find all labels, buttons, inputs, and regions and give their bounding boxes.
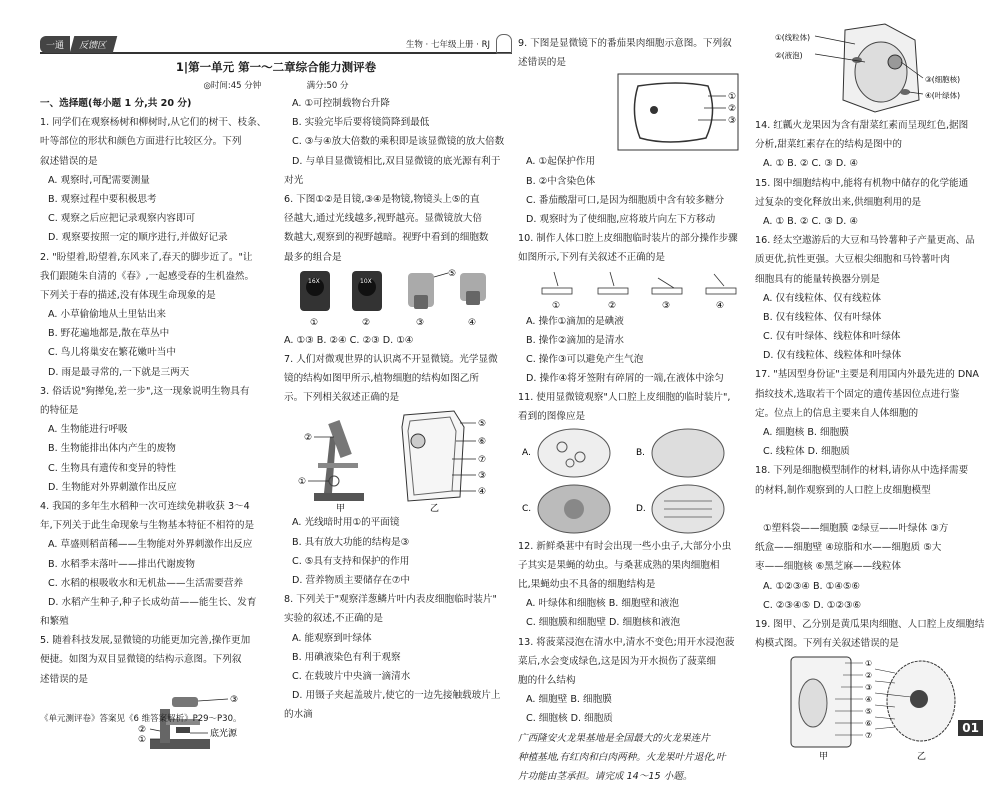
fig7-yi: 乙	[430, 503, 439, 514]
column-4	[755, 0, 987, 744]
lens-label-3: ③	[416, 318, 424, 328]
text-line: C. 鸟儿将巢安在繁花嫩叶当中	[40, 343, 272, 362]
text-line: 7. 人们对微观世界的认识离不开显微镜。光学显微	[284, 350, 510, 369]
microscope-view-options-figure	[518, 427, 750, 537]
text-line: 菜后,水会变成绿色,这是因为开水损伤了菠菜细	[518, 652, 750, 671]
header-subject: 生物 · 七年级上册 · RJ	[406, 38, 490, 50]
text-line: A. ①②③④ B. ①④⑤⑥	[755, 577, 987, 596]
text-line: 构模式图。下列有关叙述错误的是	[755, 634, 987, 653]
column-2	[284, 0, 510, 744]
text-line: C. 观察之后应把记录观察内容即可	[40, 209, 272, 228]
text-line: ①塑料袋——细胞膜 ②绿豆——叶绿体 ③方	[755, 519, 987, 538]
text-line: 分析,甜菜红素存在的结构是图中的	[755, 135, 987, 154]
text-line	[755, 500, 987, 519]
text-line: A. ① B. ② C. ③ D. ④	[755, 154, 987, 173]
fig14-label-1: ①(线粒体)	[775, 32, 810, 42]
text-line: 径越大,通过光线越多,视野越亮。显微镜放大倍	[284, 209, 510, 228]
text-line: B. 仅有线粒体、仅有叶绿体	[755, 308, 987, 327]
text-line: 数越大,观察到的视野越暗。视野中看到的细胞数	[284, 228, 510, 247]
text-line: 的水滴	[284, 705, 510, 724]
text-line: B. 实验完毕后要将镜筒降到最低	[284, 113, 510, 132]
text-line: 便捷。如图为双目显微镜的结构示意图。下列叙	[40, 650, 272, 669]
fig19-left-label-6: ⑥	[865, 719, 872, 728]
column-3	[518, 0, 750, 744]
text-line: 18. 下列是细胞模型制作的材料,请你从中选择需要	[755, 461, 987, 480]
text-line: 镜的结构如图甲所示,植物细胞的结构如图乙所	[284, 369, 510, 388]
text-line: B. 具有放大功能的结构是③	[284, 533, 510, 552]
text-line: C. 番茄酸甜可口,是因为细胞质中含有较多糖分	[518, 191, 750, 210]
time-limit: ◎时间:45 分钟	[203, 81, 261, 91]
text-line: D. 雨是最寻常的,一下就是三两天	[40, 363, 272, 382]
fig9-label-2: ②	[728, 104, 736, 114]
text-line: A. 草盛则稻苗稀——生物能对外界刺激作出反应	[40, 535, 272, 554]
fig10-label-4: ④	[716, 301, 724, 311]
text-line: 枣——细胞核 ⑥黑芝麻——线粒体	[755, 557, 987, 576]
fig14-label-2: ②(液泡)	[775, 50, 803, 60]
text-line: A. 操作①滴加的是碘液	[518, 312, 750, 331]
text-line: C. 操作③可以避免产生气泡	[518, 350, 750, 369]
fig19-left-label-4: ④	[865, 695, 872, 704]
text-line: A. 仅有线粒体、仅有线粒体	[755, 289, 987, 308]
column-1-text	[40, 113, 272, 689]
fig7-right-label-3: ③	[478, 471, 486, 481]
pitaya-cell-figure	[755, 0, 987, 116]
column-3-passage	[518, 729, 750, 786]
full-score: 满分:50 分	[307, 81, 349, 91]
text-line: 12. 新鲜桑葚中有时会出现一些小虫子,大部分小虫	[518, 537, 750, 556]
column-3-b-text	[518, 312, 750, 427]
text-line: 3. 俗话说"狗撵兔,差一步",这一现象说明生物具有	[40, 382, 272, 401]
text-line: D. 操作④将牙签附有碎屑的一端,在液体中涂匀	[518, 369, 750, 388]
fig19-yi: 乙	[917, 751, 926, 762]
fig7-left-label-1: ①	[298, 477, 306, 487]
lens-label-4: ④	[468, 318, 476, 328]
text-line: B. 观察过程中要积极思考	[40, 190, 272, 209]
microscope-label-1: ①	[138, 735, 146, 745]
slide-prep-steps-figure	[518, 268, 748, 312]
column-1	[40, 0, 272, 744]
column-3-top-text	[518, 34, 750, 72]
text-line: 片功能由茎承担。请完成 14～15 小题。	[518, 767, 750, 786]
fig7-right-label-4: ④	[478, 487, 486, 497]
text-line: 8. 下列关于"观察洋葱鳞片叶内表皮细胞临时装片"	[284, 590, 510, 609]
fig19-left-label-2: ②	[865, 671, 872, 680]
text-line: B. 生物能排出体内产生的废物	[40, 439, 272, 458]
text-line: A. ①可控制载物台升降	[284, 94, 510, 113]
fig10-label-2: ②	[608, 301, 616, 311]
text-line: D. 观察要按照一定的顺序进行,并做好记录	[40, 228, 272, 247]
text-line: B. 操作②滴加的是清水	[518, 331, 750, 350]
text-line: 指纹技术,选取若干个固定的遗传基因位点进行鉴	[755, 385, 987, 404]
text-line: 子其实是果蝇的幼虫。与桑葚成熟的果肉细胞相	[518, 556, 750, 575]
microscope-and-plant-cell-figure	[284, 407, 504, 513]
fig11-option-d: D.	[636, 504, 646, 514]
fig19-left-label-1: ①	[865, 659, 872, 668]
cucumber-and-oral-cell-figure	[755, 653, 987, 763]
text-line: 5. 随着科技发展,显微镜的功能更加完善,操作更加	[40, 631, 272, 650]
fig19-jia: 甲	[819, 751, 828, 762]
text-line: 纸盒——细胞壁 ④琼脂和水——细胞质 ⑤大	[755, 538, 987, 557]
text-line: 19. 图甲、乙分别是黄瓜果肉细胞、人口腔上皮细胞结	[755, 615, 987, 634]
text-line: C. 在载玻片中央滴一滴清水	[284, 667, 510, 686]
page-title: 1|第一单元 第一～二章综合能力测评卷	[40, 59, 512, 75]
text-line: 2. "盼望着,盼望着,东风来了,春天的脚步近了。"让	[40, 248, 272, 267]
fig9-label-3: ③	[728, 116, 736, 126]
text-line: 13. 将菠菜浸泡在清水中,清水不变色;用开水浸泡菠	[518, 633, 750, 652]
fig11-option-c: C.	[522, 504, 531, 514]
text-line: 10. 制作人体口腔上皮细胞临时装片的部分操作步骤	[518, 229, 750, 248]
fig7-jia: 甲	[336, 503, 345, 514]
fig7-right-label-5: ⑤	[478, 419, 486, 429]
text-line: A. 观察时,可配需要测量	[40, 171, 272, 190]
text-line: 述错误的是	[518, 53, 750, 72]
text-line: D. 水稻产生种子,种子长成幼苗——能生长、发育	[40, 593, 272, 612]
lens-label-1: ①	[310, 318, 318, 328]
tomato-cell-figure	[558, 72, 778, 152]
text-line: 17. "基因型身份证"主要是利用国内外最先进的 DNA	[755, 365, 987, 384]
text-line: B. 用碘液染色有利于观察	[284, 648, 510, 667]
fig10-label-1: ①	[552, 301, 560, 311]
text-line: 如图所示,下列有关叙述不正确的是	[518, 248, 750, 267]
fig11-option-a: A.	[522, 448, 531, 458]
text-line: A. ① B. ② C. ③ D. ④	[755, 212, 987, 231]
microscope-label-2: ②	[138, 725, 146, 735]
fig14-label-4: ④(叶绿体)	[925, 90, 960, 100]
microscope-label-3: ③	[230, 695, 238, 705]
eyepiece-mark-16x: 16X	[308, 278, 320, 285]
text-line: 6. 下图①②是目镜,③④是物镜,物镜头上⑤的直	[284, 190, 510, 209]
text-line: 16. 经太空遨游后的大豆和马铃薯种子产量更高、品	[755, 231, 987, 250]
column-4-text	[755, 116, 987, 653]
text-line: D. 用镊子夹起盖玻片,使它的一边先接触载玻片上	[284, 686, 510, 705]
text-line: 实验的叙述,不正确的是	[284, 609, 510, 628]
fig14-label-3: ③(细胞核)	[925, 74, 960, 84]
microscope-label-light: 底光源	[210, 727, 238, 739]
page-number: 01	[958, 720, 983, 736]
text-line: C. 生物具有遗传和变异的特性	[40, 459, 272, 478]
text-line: A. 生物能进行呼吸	[40, 420, 272, 439]
text-line: D. 营养物质主要储存在⑦中	[284, 571, 510, 590]
text-line: A. 细胞核 B. 细胞膜	[755, 423, 987, 442]
text-line: D. 生物能对外界刺激作出反应	[40, 478, 272, 497]
text-line: 和繁殖	[40, 612, 272, 631]
text-line: A. 叶绿体和细胞核 B. 细胞壁和液泡	[518, 594, 750, 613]
fig7-right-label-6: ⑥	[478, 437, 486, 447]
column-2-top-text	[284, 94, 510, 267]
text-line: 种植基地,有红肉和白肉两种。火龙果叶片退化,叶	[518, 748, 750, 767]
text-line: C. 仅有叶绿体、线粒体和叶绿体	[755, 327, 987, 346]
eyepiece-mark-10x: 10X	[360, 278, 372, 285]
objective-diameter-label: ⑤	[448, 269, 456, 279]
text-line: C. ②③④⑤ D. ①②③⑥	[755, 596, 987, 615]
text-line: B. 水稻季末落叶——排出代谢废物	[40, 555, 272, 574]
text-line: C. 细胞核 D. 细胞质	[518, 709, 750, 728]
text-line: A. ①起保护作用	[518, 152, 750, 171]
text-line: 广西隆安火龙果基地是全国最大的火龙果连片	[518, 729, 750, 748]
text-line: 1. 同学们在观察杨树和柳树时,从它们的树干、枝条、	[40, 113, 272, 132]
fig19-left-label-5: ⑤	[865, 707, 872, 716]
text-line: 的材料,制作观察到的人口腔上皮细胞模型	[755, 481, 987, 500]
text-line: 4. 我国的多年生水稻种一次可连续免耕收获 3～4	[40, 497, 272, 516]
text-line: C. 细胞膜和细胞壁 D. 细胞核和液泡	[518, 613, 750, 632]
text-line: 14. 红瓤火龙果因为含有甜菜红素而呈现红色,据图	[755, 116, 987, 135]
text-line: D. 与单目显微镜相比,双目显微镜的底光源有利于	[284, 152, 510, 171]
text-line: 定。位点上的信息主要来自人体细胞的	[755, 404, 987, 423]
fig9-label-1: ①	[728, 92, 736, 102]
text-line: A. 能观察到叶绿体	[284, 629, 510, 648]
fig11-option-b: B.	[636, 448, 645, 458]
column-2-mid-text	[284, 350, 510, 408]
text-line: 细胞具有的能量转换器分别是	[755, 270, 987, 289]
text-line: 下列关于春的描述,没有体现生命现象的是	[40, 286, 272, 305]
lens-label-2: ②	[362, 318, 370, 328]
text-line: C. ⑤具有支持和保护的作用	[284, 552, 510, 571]
text-line: 15. 图中细胞结构中,能将有机物中储存的化学能通	[755, 174, 987, 193]
text-line: B. 野花遍地都是,散在草丛中	[40, 324, 272, 343]
text-line: C. ③与④放大倍数的乘积即是该显微镜的放大倍数	[284, 132, 510, 151]
text-line: A. 光线暗时用①的平面镜	[284, 513, 510, 532]
section-heading: 一、选择题(每小题 1 分,共 20 分)	[40, 94, 272, 113]
text-line: 最多的组合是	[284, 248, 510, 267]
text-line: B. ②中含染色体	[518, 172, 750, 191]
fig19-left-label-3: ③	[865, 683, 872, 692]
text-line: 过复杂的变化释放出来,供细胞利用的是	[755, 193, 987, 212]
text-line: 看到的图像应是	[518, 407, 750, 426]
text-line: 的特征是	[40, 401, 272, 420]
text-line: C. 水稻的根吸收水和无机盐——生活需要营养	[40, 574, 272, 593]
header-tag-yitong: 一通	[40, 36, 70, 53]
column-2-bottom-text	[284, 513, 510, 724]
text-line: 对光	[284, 171, 510, 190]
column-3-c-text	[518, 537, 750, 729]
fig7-right-label-7: ⑦	[478, 455, 486, 465]
text-line: 胞的什么结构	[518, 671, 750, 690]
text-line: C. 线粒体 D. 细胞质	[755, 442, 987, 461]
text-line: 质更优,抗性更强。大豆根尖细胞和马铃薯叶肉	[755, 250, 987, 269]
text-line: A. 细胞壁 B. 细胞膜	[518, 690, 750, 709]
text-line: 叶等部位的形状和颜色方面进行比较区分。下列	[40, 132, 272, 151]
header-tag-feedback: 反馈区	[70, 36, 118, 53]
text-line: 11. 使用显微镜观察"人口腔上皮细胞的临时装片",	[518, 388, 750, 407]
column-3-a-text	[518, 152, 750, 267]
lens-figure	[290, 267, 510, 331]
fig7-left-label-2: ②	[304, 433, 312, 443]
fig19-left-label-7: ⑦	[865, 731, 872, 740]
text-line: 述错误的是	[40, 670, 272, 689]
text-line: A. 小草偷偷地从土里钻出来	[40, 305, 272, 324]
text-line: 比,果蝇幼虫不具备的细胞结构是	[518, 575, 750, 594]
text-line: 我们跟随朱自清的《春》,一起感受春的生机盎然。	[40, 267, 272, 286]
text-line: D. 观察时为了使细胞,应将玻片向左下方移动	[518, 210, 750, 229]
text-line: 9. 下图是显微镜下的番茄果肉细胞示意图。下列叙	[518, 34, 750, 53]
text-line: 年,下列关于此生命现象与生物基本特征不相符的是	[40, 516, 272, 535]
text-line: 示。下列相关叙述正确的是	[284, 388, 510, 407]
fig10-label-3: ③	[662, 301, 670, 311]
answer-footnote: 《单元测评卷》答案见《6 维答案解析》P29～P30。	[40, 712, 242, 724]
text-line: D. 仅有线粒体、线粒体和叶绿体	[755, 346, 987, 365]
q6-options: A. ①③ B. ②④ C. ②③ D. ①④	[284, 331, 510, 350]
text-line: 叙述错误的是	[40, 152, 272, 171]
